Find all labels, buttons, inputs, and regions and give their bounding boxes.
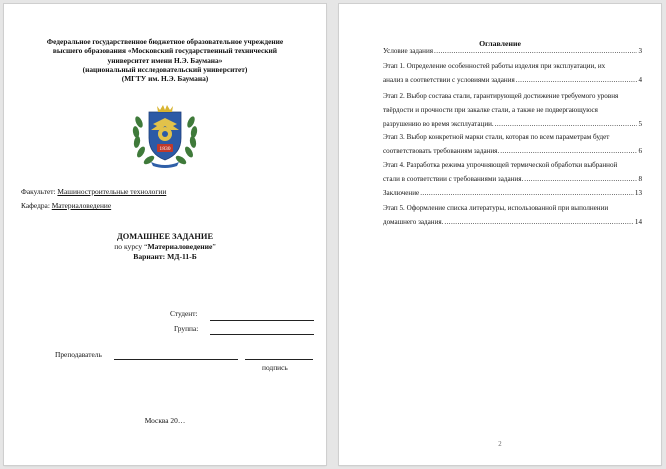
group-underline <box>210 334 314 335</box>
header-line: (МГТУ им. Н.Э. Баумана) <box>121 74 209 84</box>
city-year: Москва 20… <box>144 416 186 425</box>
toc-leader-dots <box>516 73 638 87</box>
department-value: Материаловедение <box>51 201 112 210</box>
toc-entry[interactable] <box>383 130 642 158</box>
homework-block <box>24 232 306 262</box>
toc-line <box>383 117 642 131</box>
student-label: Студент: <box>170 309 198 318</box>
toc-page-number: 6 <box>638 147 642 155</box>
teacher-label: Преподаватель <box>55 350 102 359</box>
toc-entry-first-line: Этап 3. Выбор конкретной марки стали, которая по всем параметрам будет <box>383 133 610 141</box>
toc-entry-first-line: Этап 5. Оформление списка литературы, использованной при выполнении <box>383 204 609 212</box>
header-line: Федеральное государственное бюджетное образовательное учреждение <box>46 37 284 46</box>
toc-entry-text: стали в соответствии с требованиями задания. <box>383 175 524 183</box>
header-line: (национальный исследовательский университет) <box>82 64 248 74</box>
page-number: 2 <box>498 441 502 448</box>
toc-entry[interactable] <box>383 89 642 131</box>
student-underline <box>210 320 314 321</box>
toc-line <box>383 215 642 229</box>
title-page <box>4 4 326 465</box>
toc-page-number: 14 <box>634 218 642 226</box>
toc-entry-text: соответствовать требованиям задания. <box>383 147 500 155</box>
toc-entry[interactable] <box>383 201 642 229</box>
teacher-underline <box>114 359 238 360</box>
group-label: Группа: <box>174 324 199 333</box>
university-header <box>24 37 306 83</box>
svg-text:1830: 1830 <box>159 146 171 153</box>
variant-label: Вариант: МД-11-Б <box>133 252 197 261</box>
toc-page-number: 4 <box>638 76 642 84</box>
toc-entry-text: Заключение <box>383 189 420 197</box>
toc-leader-dots <box>524 172 637 186</box>
toc-entry-first-line: Этап 4. Разработка режима упрочняющей термической обработки выбранной <box>383 161 618 169</box>
header-line: высшего образования «Московский государственный технический <box>52 46 278 56</box>
signature-underline <box>245 359 313 360</box>
course-name: Материаловедение <box>147 242 213 251</box>
toc-entry[interactable] <box>383 44 642 58</box>
toc-title: Оглавление <box>479 39 521 48</box>
toc-line <box>383 144 642 158</box>
toc-line <box>383 44 642 58</box>
course-suffix: ” <box>212 242 216 251</box>
course-line <box>24 242 306 252</box>
toc-leader-dots <box>434 44 637 58</box>
toc-entry-text: Условие задания <box>383 47 434 55</box>
toc-line <box>383 186 642 200</box>
toc-leader-dots <box>500 144 637 158</box>
toc-entry-text: разрушению во время эксплуатации. <box>383 120 494 128</box>
signature-label: подпись <box>262 363 288 372</box>
toc-entry-first-line: Этап 1. Определение особенностей работы изделия при эксплуатации, их <box>383 62 606 70</box>
faculty-label: Факультет: <box>21 187 56 196</box>
toc-entry[interactable] <box>383 186 642 200</box>
faculty-value: Машиностроительные технологии <box>57 187 167 196</box>
toc-line <box>383 172 642 186</box>
toc-entry[interactable] <box>383 59 642 87</box>
toc-leader-dots <box>444 215 633 229</box>
toc-page-number: 5 <box>638 120 642 128</box>
toc-page-number: 3 <box>638 47 642 55</box>
toc-page-number: 13 <box>634 189 642 197</box>
toc-entry-text: домашнего задания. <box>383 218 444 226</box>
department-row <box>21 201 111 210</box>
faculty-row <box>21 187 166 196</box>
toc-entry-first-line: Этап 2. Выбор состава стали, гарантирующей достижение требуемого уровня твёрдости и прочности при закалке стали, а также не подвергающуюся <box>383 92 619 114</box>
header-line: университет имени Н.Э. Баумана» <box>107 55 223 65</box>
toc-leader-dots <box>420 186 634 200</box>
toc-leader-dots <box>495 117 638 131</box>
toc-page-number: 8 <box>638 175 642 183</box>
university-emblem-icon <box>129 102 201 168</box>
department-label: Кафедра: <box>21 201 50 210</box>
toc-entry-text: анализ в соответствии с условиями задания <box>383 76 515 84</box>
toc-entry[interactable] <box>383 158 642 186</box>
toc-page <box>339 4 661 465</box>
course-prefix: по курсу “ <box>114 242 148 251</box>
homework-title: ДОМАШНЕЕ ЗАДАНИЕ <box>116 232 214 241</box>
toc-line <box>383 73 642 87</box>
